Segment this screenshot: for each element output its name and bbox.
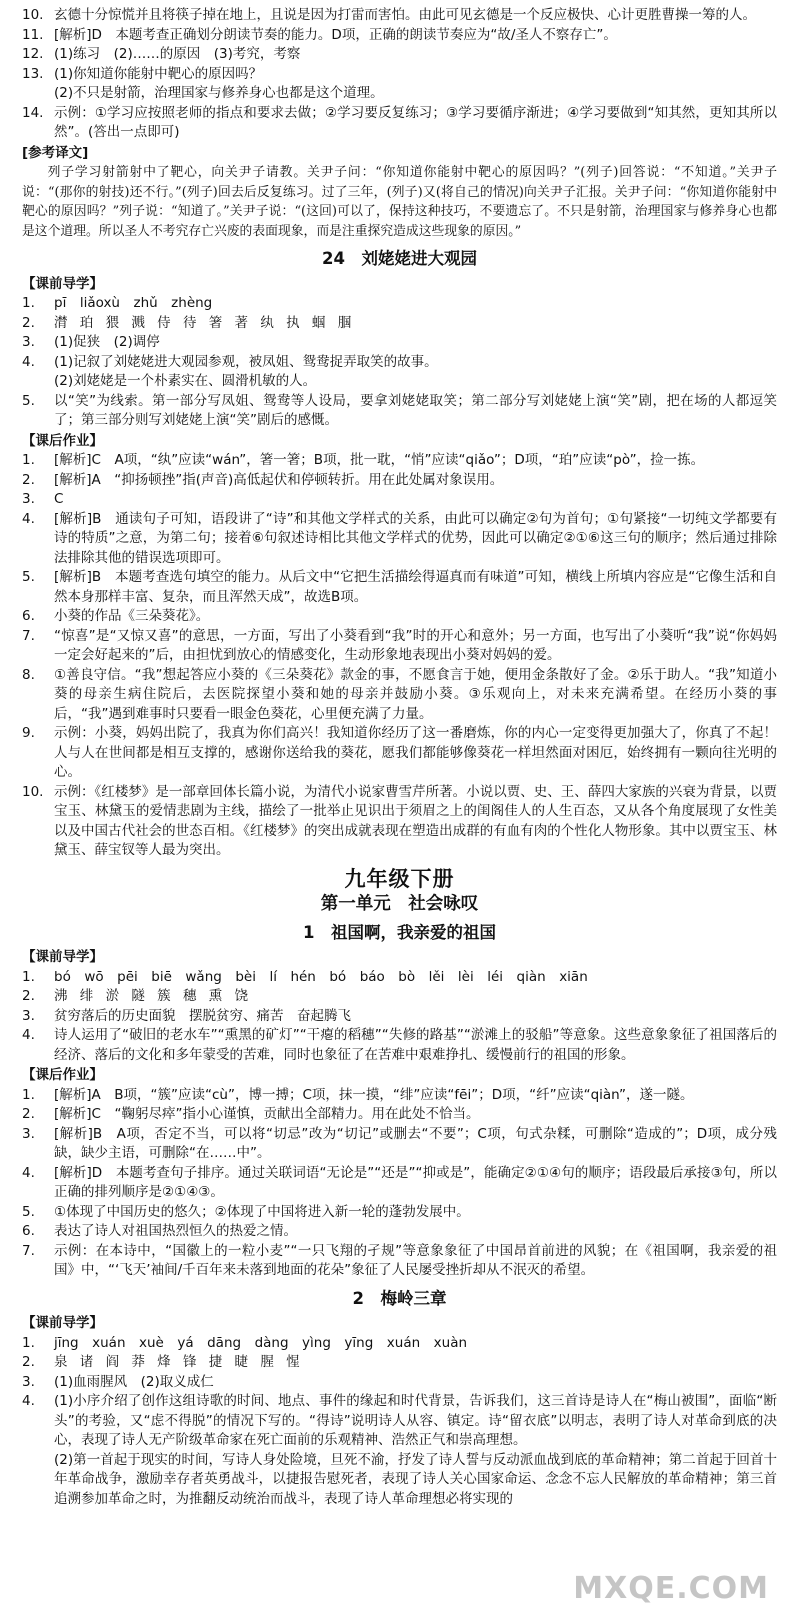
answer-text: C <box>54 491 64 507</box>
answer-text: 泉 诸 阎 莽 烽 锋 捷 睫 腥 惺 <box>54 1354 304 1370</box>
answer-number: 2. <box>22 1354 35 1370</box>
answer-text: 示例：在本诗中，“国徽上的一粒小麦”“一只飞翔的孑规”等意象象征了中国昂首前进的风貌；在《祖国啊，我亲爱的祖国》中，“‘飞天’袖间/千百年来未落到地面的花朵”象征了人民屡受挫折却从不泯灭的希望。 <box>54 1242 777 1278</box>
answer-number: 13. <box>22 65 44 82</box>
answer-number: 5. <box>22 569 35 585</box>
lesson-24-title: 24 刘姥姥进大观园 <box>322 249 477 268</box>
answer-text: 示例：《红楼梦》是一部章回体长篇小说，为清代小说家曹雪芹所著。小说以贾、史、王、薛四大家族的兴衰为背景，以贾宝玉、林黛玉的爱情悲剧为主线，描绘了一批举止见识出于须眉之上的闺阁佳人的人生百态，又从各个角度展现了女性美以及中国古代社会的世态百相。《红楼梦》的突出成就表现在塑造出成群的有血有肉的个性化人物形象。其中以贾宝玉、林黛玉、薛宝钗等人最为突出。 <box>54 783 777 858</box>
answer-item <box>22 1125 777 1164</box>
answer-item <box>22 1086 777 1106</box>
unit-title: 第一单元 社会咏叹 <box>320 894 479 914</box>
answer-number: 4. <box>22 353 35 370</box>
answer-text: (1)小序介绍了创作这组诗歌的时间、地点、事件的缘起和时代背景，告诉我们，这三首诗是诗人在“梅山被围”，面临“断头”的考验，又“虑不得脱”的情况下写的。“得诗”说明诗人从容、镇定。诗“留衣底”以明志，表明了诗人对革命到底的决心，表现了诗人无产阶级革命家在死亡面前的乐观精神、浩然正气和崇高理想。 (2)第一首起于现实的时间，写诗人身处险境，旦死不渝，抒发了诗人誓与反动派血战到底的革命精神；第二首起于回首十年革命战争，激励幸存者英勇战斗，以捷报告慰死者，表现了诗人关心国家命运、念念不忘人民解放的革命精神；第三首追溯参加革命之时，为推翻反动统治而战斗，表现了诗人革命理想必将实现的 <box>54 1393 777 1507</box>
answer-number: 10. <box>22 783 44 800</box>
answer-text: [解析]B 本题考查选句填空的能力。从后文中“它把生活描绘得逼真而有味道”可知，横线上所填内容应是“它像生活和自然本身那样丰富、复杂，而且浑然天成”，故选B项。 <box>54 569 777 605</box>
answer-item <box>22 490 777 510</box>
book-title: 九年级下册 <box>344 866 455 891</box>
answer-item <box>22 104 777 143</box>
answer-text: 沸 绯 淤 隧 簇 穗 熏 饶 <box>54 988 253 1004</box>
reference-translation-tag: [参考译文] <box>22 144 89 161</box>
answer-item <box>22 1334 777 1354</box>
answer-text: [解析]A “抑扬顿挫”指(声音)高低起伏和停顿转折。用在此处属对象误用。 <box>54 471 504 488</box>
answer-number: 11. <box>22 26 44 43</box>
answer-number: 3. <box>22 1007 35 1024</box>
answer-text: (1)你知道你能射中靶心的原因吗？ (2)不只是射箭，治理国家与修养身心也都是这个道理。 <box>54 65 384 101</box>
answer-item <box>22 45 777 65</box>
lesson-1-after-class-list <box>22 1086 777 1281</box>
answer-number: 7. <box>22 1242 35 1259</box>
answer-item <box>22 1242 777 1281</box>
answer-text: [解析]C A项，“纨”应读“wán”，箸一箸；B项，批一耽，“悄”应读“qiǎo”；D项，“珀”应读“pò”，捡一拣。 <box>54 452 705 468</box>
answer-text: pī liǎoxù zhǔ zhèng <box>54 295 213 311</box>
answer-text: “惊喜”是“又惊又喜”的意思，一方面，写出了小葵看到“我”时的开心和意外；另一方面，也写出了小葵听“我”说“你妈妈一定会好起来的”后，由担忧到放心的情感变化，生动形象地表现出小葵对妈妈的爱。 <box>54 627 777 663</box>
lesson-1-pre-class-list <box>22 968 777 1066</box>
answer-number: 6. <box>22 1223 35 1239</box>
answer-text: 潸 珀 猥 溅 侍 待 箸 著 纨 执 蝈 腘 <box>54 314 356 331</box>
answer-text: 玄德十分惊慌并且将筷子掉在地上，且说是因为打雷而害怕。由此可见玄德是一个反应极快、心计更胜曹操一筹的人。 <box>54 7 756 23</box>
answer-item <box>22 968 777 988</box>
answer-number: 4. <box>22 1027 35 1043</box>
answer-item <box>22 1026 777 1065</box>
answer-number: 2. <box>22 1106 35 1122</box>
answer-text: (1)练习 (2)……的原因 (3)考究，考察 <box>54 46 301 62</box>
answer-number: 5. <box>22 392 35 409</box>
answer-item <box>22 294 777 314</box>
after-class-tag: 【课后作业】 <box>22 1067 103 1083</box>
answer-item <box>22 1392 777 1509</box>
lesson-2-pre-class-list <box>22 1334 777 1510</box>
answer-item <box>22 627 777 666</box>
answer-item <box>22 26 777 46</box>
answer-item <box>22 314 777 334</box>
answer-number: 9. <box>22 725 35 741</box>
pre-class-tag: 【课前导学】 <box>22 1315 103 1331</box>
answer-item <box>22 607 777 627</box>
answer-number: 2. <box>22 988 35 1004</box>
answer-item <box>22 1203 777 1223</box>
answer-number: 1. <box>22 1086 35 1103</box>
answer-text: 贫穷落后的历史面貌 摆脱贫穷、痛苦 奋起腾飞 <box>54 1007 351 1024</box>
answer-text: ①善良守信。“我”想起答应小葵的《三朵葵花》款金的事，不愿食言于她，便用金条散好了金。②乐于助人。“我”知道小葵的母亲生病住院后，去医院探望小葵和她的母亲并鼓励小葵。③乐观向上，对未来充满希望。在经历小葵的事后，“我”遇到难事时只要看一眼金色葵花，心里便充满了力量。 <box>54 666 777 722</box>
answers-section-classical <box>22 6 777 143</box>
answer-item <box>22 666 777 725</box>
answer-number: 1. <box>22 1334 35 1351</box>
answer-number: 5. <box>22 1203 35 1220</box>
answer-text: 示例：①学习应按照老师的指点和要求去做；②学习要反复练习；③学习要循序渐进；④学习要做到“知其然，更知其所以然”。(答出一点即可) <box>54 104 777 140</box>
answer-item <box>22 783 777 861</box>
answer-text: 诗人运用了“破旧的老水车”“熏黑的矿灯”“干瘪的稻穗”“失修的路基”“淤滩上的驳船”等意象。这些意象象征了祖国落后的经济、落后的文化和多年蒙受的苦难，同时也象征了在苦难中艰难挣扎、缓慢前行的祖国的形象。 <box>54 1027 777 1063</box>
answer-number: 2. <box>22 314 35 331</box>
answer-item <box>22 451 777 471</box>
answer-item <box>22 333 777 353</box>
answer-number: 1. <box>22 295 35 311</box>
answer-item <box>22 724 777 783</box>
answer-text: (1)记叙了刘姥姥进大观园参观，被凤姐、鸳鸯捉弄取笑的故事。 (2)刘姥姥是一个朴素实在、圆滑机敏的人。 <box>54 353 438 389</box>
answer-item <box>22 1105 777 1125</box>
answer-number: 7. <box>22 627 35 644</box>
after-class-tag: 【课后作业】 <box>22 432 103 449</box>
answer-item <box>22 1353 777 1373</box>
answer-item <box>22 392 777 431</box>
answer-item <box>22 510 777 569</box>
answer-number: 3. <box>22 334 35 350</box>
answer-item <box>22 353 777 392</box>
answer-item <box>22 1373 777 1393</box>
answer-item <box>22 987 777 1007</box>
answer-item <box>22 568 777 607</box>
answer-text: [解析]A B项，“簇”应读“cù”，博一搏；C项，抹一摸，“绯”应读“fēi”；D项，“纤”应读“qiàn”，遂一隧。 <box>54 1086 694 1103</box>
answer-number: 3. <box>22 491 35 507</box>
answer-page <box>22 6 777 1509</box>
answer-text: 示例：小葵，妈妈出院了，我真为你们高兴！我知道你经历了这一番磨炼，你的内心一定变得更加强大了，你真了不起！人与人在世间都是相互支撑的，感谢你送给我的葵花，愿我们都能够像葵花一样坦然面对困厄，始终拥有一颗向往光明的心。 <box>54 725 777 780</box>
answer-number: 2. <box>22 471 35 488</box>
answer-number: 4. <box>22 1164 35 1181</box>
answer-text: (1)血雨腥风 (2)取义成仁 <box>54 1373 214 1390</box>
answer-text: 表达了诗人对祖国热烈恒久的热爱之情。 <box>54 1223 297 1239</box>
answer-item <box>22 1007 777 1027</box>
pre-class-tag: 【课前导学】 <box>22 949 103 965</box>
answer-text: [解析]D 本题考查正确划分朗读节奏的能力。D项，正确的朗读节奏应为“故/圣人不察存亡”。 <box>54 26 617 43</box>
answer-text: [解析]D 本题考查句子排序。通过关联词语“无论是”“还是”“抑或是”，能确定②①④句的顺序；语段最后承接③句，所以正确的排列顺序是②①④③。 <box>54 1164 777 1200</box>
watermark-logo: MXQE.COM <box>573 1570 769 1606</box>
answer-item <box>22 1164 777 1203</box>
answer-number: 6. <box>22 608 35 624</box>
answer-text: [解析]B 通读句子可知，语段讲了“诗”和其他文学样式的关系，由此可以确定②句为首句；①句紧接“一切纯文学都要有诗的特质”之意，为第二句；接着⑥句叙述诗相比其他文学样式的优势，因此可以确定②①⑥这三句的顺序；然后通过排除法排除其他的错误选项即可。 <box>54 510 777 566</box>
lesson-1-title: 1 祖国啊，我亲爱的祖国 <box>303 922 496 942</box>
answer-number: 3. <box>22 1125 35 1142</box>
answer-number: 8. <box>22 666 35 683</box>
answer-number: 3. <box>22 1373 35 1390</box>
answer-number: 1. <box>22 968 35 985</box>
answer-text: 小葵的作品《三朵葵花》。 <box>54 608 210 624</box>
lesson-24-pre-class-list <box>22 294 777 431</box>
answer-item <box>22 65 777 104</box>
lesson-24-after-class-list <box>22 451 777 861</box>
answer-text: [解析]B A项，否定不当，可以将“切忌”改为“切记”或删去“不要”；C项，句式杂糅，可删除“造成的”；D项，成分残缺，缺少主语，可删除“在……中”。 <box>54 1125 777 1161</box>
answer-item <box>22 471 777 491</box>
answer-text: [解析]C “鞠躬尽瘁”指小心谨慎，贡献出全部精力。用在此处不恰当。 <box>54 1106 480 1122</box>
reference-translation-text: 列子学习射箭射中了靶心，向关尹子请教。关尹子问：“你知道你能射中靶心的原因吗？”(列子)回答说：“不知道。”关尹子说：“(那你的射技)还不行。”(列子)回去后反复练习。过了三年，(列子)又(将自己的情况)向关尹子汇报。关尹子问：“你知道你能射中靶心的原因吗？”列子说：“知道了。”关尹子说：“(这回)可以了，保持这种技巧，不要遗忘了。不只是射箭，治理国家与修养身心也都是这个道理。所以圣人不考究存亡兴废的表面现象，而是注重探究造成这些现象的原因。” <box>22 165 777 239</box>
answer-text: ①体现了中国历史的悠久；②体现了中国将进入新一轮的蓬勃发展中。 <box>54 1203 470 1220</box>
answer-text: jīng xuán xuè yá dāng dàng yìng yīng xuán xuàn <box>54 1334 468 1351</box>
lesson-2-title: 2 梅岭三章 <box>352 1288 447 1308</box>
answer-number: 4. <box>22 510 35 527</box>
answer-text: 以“笑”为线索。第一部分写凤姐、鸳鸯等人设局，要拿刘姥姥取笑；第二部分写刘姥姥上演“笑”剧，把在场的人都逗笑了；第三部分则写刘姥姥上演“笑”剧后的感慨。 <box>54 392 777 428</box>
answer-number: 10. <box>22 7 44 23</box>
answer-number: 14. <box>22 104 44 121</box>
answer-item <box>22 1222 777 1242</box>
answer-number: 12. <box>22 46 44 62</box>
answer-number: 1. <box>22 452 35 468</box>
answer-number: 4. <box>22 1393 35 1409</box>
answer-item <box>22 6 777 26</box>
answer-text: (1)促狭 (2)调停 <box>54 334 160 350</box>
pre-class-tag: 【课前导学】 <box>22 275 103 292</box>
answer-text: bó wō pēi biē wǎng bèi lí hén bó báo bò lěi lèi léi qiàn xiān <box>54 968 588 985</box>
